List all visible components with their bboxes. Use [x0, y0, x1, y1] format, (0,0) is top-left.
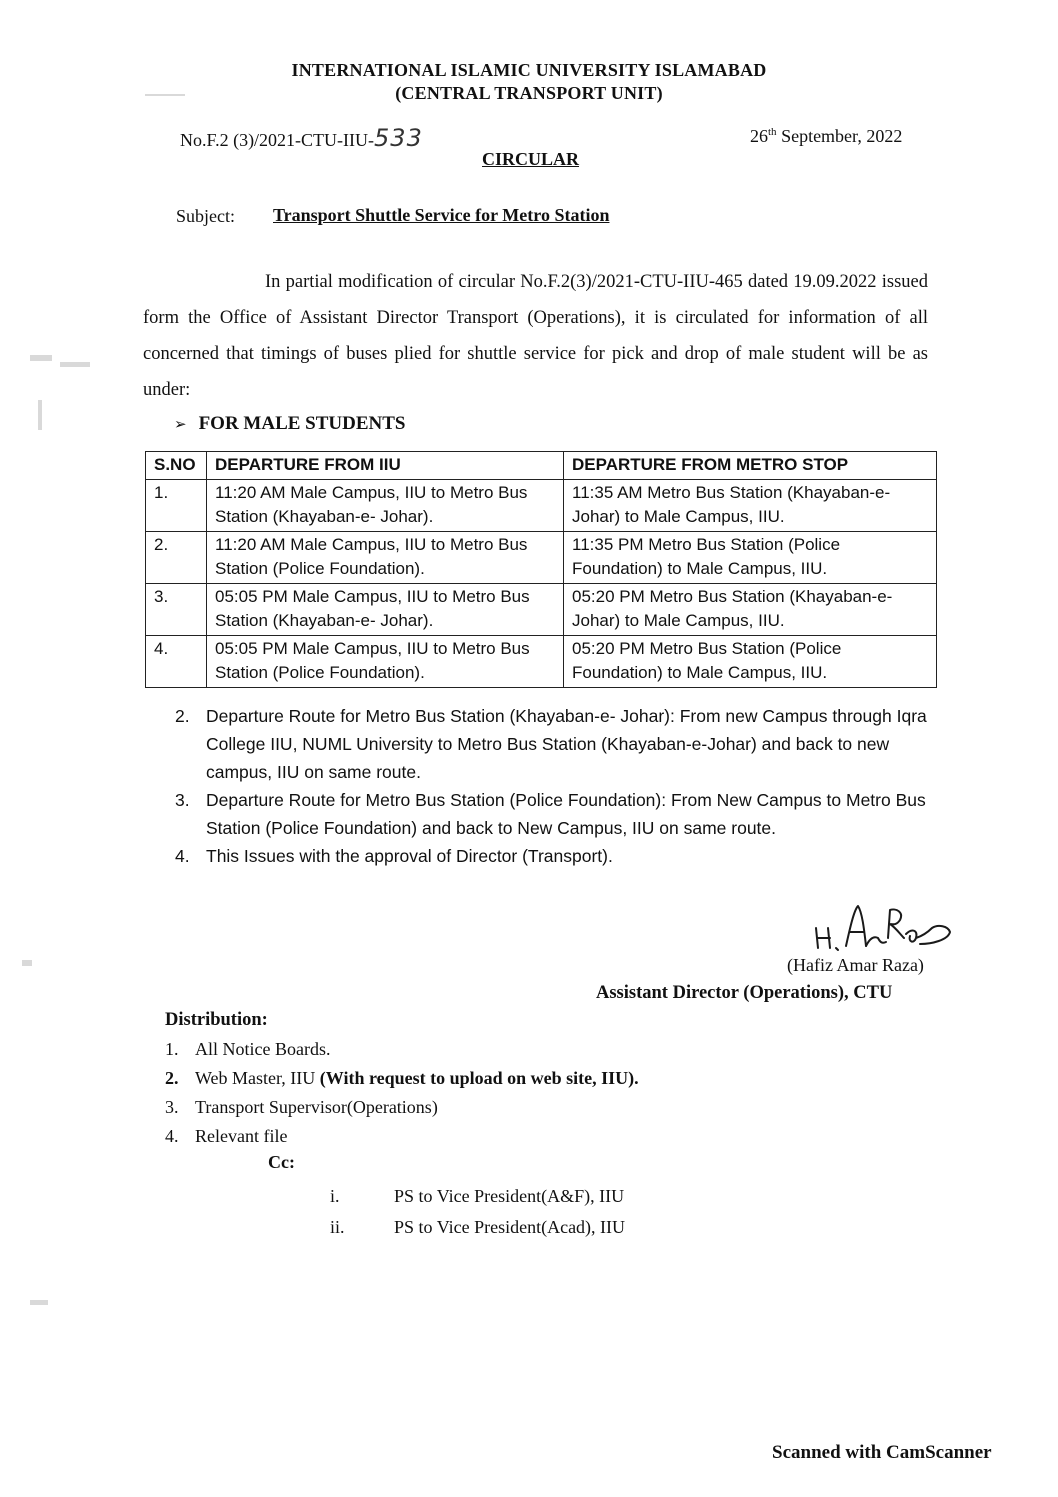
cc-list	[330, 1181, 625, 1243]
signatory-name: (Hafiz Amar Raza)	[787, 955, 924, 975]
subject-text: Transport Shuttle Service for Metro Station	[273, 205, 610, 225]
distribution-heading: Distribution:	[165, 1010, 268, 1030]
cell-from-metro: 11:35 AM Metro Bus Station (Khayaban-e- Johar) to Male Campus, IIU.	[564, 480, 937, 532]
reference-handwritten: 533	[374, 124, 423, 152]
university-name: INTERNATIONAL ISLAMIC UNIVERSITY ISLAMABAD	[291, 60, 767, 80]
cell-sno: 4.	[146, 636, 207, 688]
schedule-table	[145, 451, 937, 688]
circular-date: 26th September, 2022	[750, 126, 903, 146]
cc-heading: Cc:	[268, 1152, 295, 1172]
list-item: 2. Web Master, IIU (With request to upload on web site, IIU).	[165, 1068, 639, 1088]
table-row	[146, 584, 937, 636]
list-item: 2. Departure Route for Metro Bus Station (Khayaban-e- Johar): From new Campus through Iqra College IIU, NUML University to Metro Bus Station (Khayaban-e-Johar) and back to new campus, IIU on same route.	[175, 706, 927, 782]
cell-sno: 2.	[146, 532, 207, 584]
header-from-metro: DEPARTURE FROM METRO STOP	[564, 452, 937, 480]
circular-title: CIRCULAR	[482, 149, 580, 169]
table-row	[146, 636, 937, 688]
list-item: ii. PS to Vice President(Acad), IIU	[330, 1217, 626, 1237]
distribution-list	[165, 1035, 639, 1151]
subject-label: Subject:	[176, 206, 235, 226]
table-header-row	[146, 452, 937, 480]
list-item: 4. This Issues with the approval of Director (Transport).	[175, 846, 613, 866]
cell-from-iiu: 05:05 PM Male Campus, IIU to Metro Bus Station (Khayaban-e- Johar).	[207, 584, 564, 636]
section-heading: ➢ FOR MALE STUDENTS	[174, 413, 406, 434]
cell-from-iiu: 11:20 AM Male Campus, IIU to Metro Bus Station (Khayaban-e- Johar).	[207, 480, 564, 532]
list-item: 3. Transport Supervisor(Operations)	[165, 1097, 438, 1117]
header-from-iiu: DEPARTURE FROM IIU	[207, 452, 564, 480]
unit-name: (CENTRAL TRANSPORT UNIT)	[395, 83, 663, 103]
cell-from-metro: 05:20 PM Metro Bus Station (Khayaban-e- Johar) to Male Campus, IIU.	[564, 584, 937, 636]
reference-printed: No.F.2 (3)/2021-CTU-IIU-	[180, 130, 375, 150]
reference-number	[180, 124, 423, 152]
intro-paragraph: In partial modification of circular No.F.2(3)/2021-CTU-IIU-465 dated 19.09.2022 issued form the Office of Assistant Director Transport (Operations), it is circulated for information of all concerned that timings of buses plied for shuttle service for pick and drop of male student will be as under:	[143, 272, 929, 400]
numbered-points	[175, 702, 935, 870]
list-item: 4. Relevant file	[165, 1126, 288, 1146]
signatory-title: Assistant Director (Operations), CTU	[596, 983, 893, 1003]
cell-sno: 3.	[146, 584, 207, 636]
signature-image	[808, 898, 958, 954]
list-item: i. PS to Vice President(A&F), IIU	[330, 1186, 625, 1206]
scanner-watermark: Scanned with CamScanner	[772, 1442, 992, 1463]
cell-sno: 1.	[146, 480, 207, 532]
list-item: 3. Departure Route for Metro Bus Station (Police Foundation): From New Campus to Metro Bus Station (Police Foundation) and back to New Campus, IIU on same route.	[175, 790, 926, 838]
table-row	[146, 532, 937, 584]
list-item: 1. All Notice Boards.	[165, 1039, 331, 1059]
table-row	[146, 480, 937, 532]
cell-from-metro: 11:35 PM Metro Bus Station (Police Foundation) to Male Campus, IIU.	[564, 532, 937, 584]
arrow-bullet-icon: ➢	[174, 415, 187, 433]
cell-from-iiu: 05:05 PM Male Campus, IIU to Metro Bus Station (Police Foundation).	[207, 636, 564, 688]
cell-from-metro: 05:20 PM Metro Bus Station (Police Foundation) to Male Campus, IIU.	[564, 636, 937, 688]
cell-from-iiu: 11:20 AM Male Campus, IIU to Metro Bus Station (Police Foundation).	[207, 532, 564, 584]
header-sno: S.NO	[146, 452, 207, 480]
